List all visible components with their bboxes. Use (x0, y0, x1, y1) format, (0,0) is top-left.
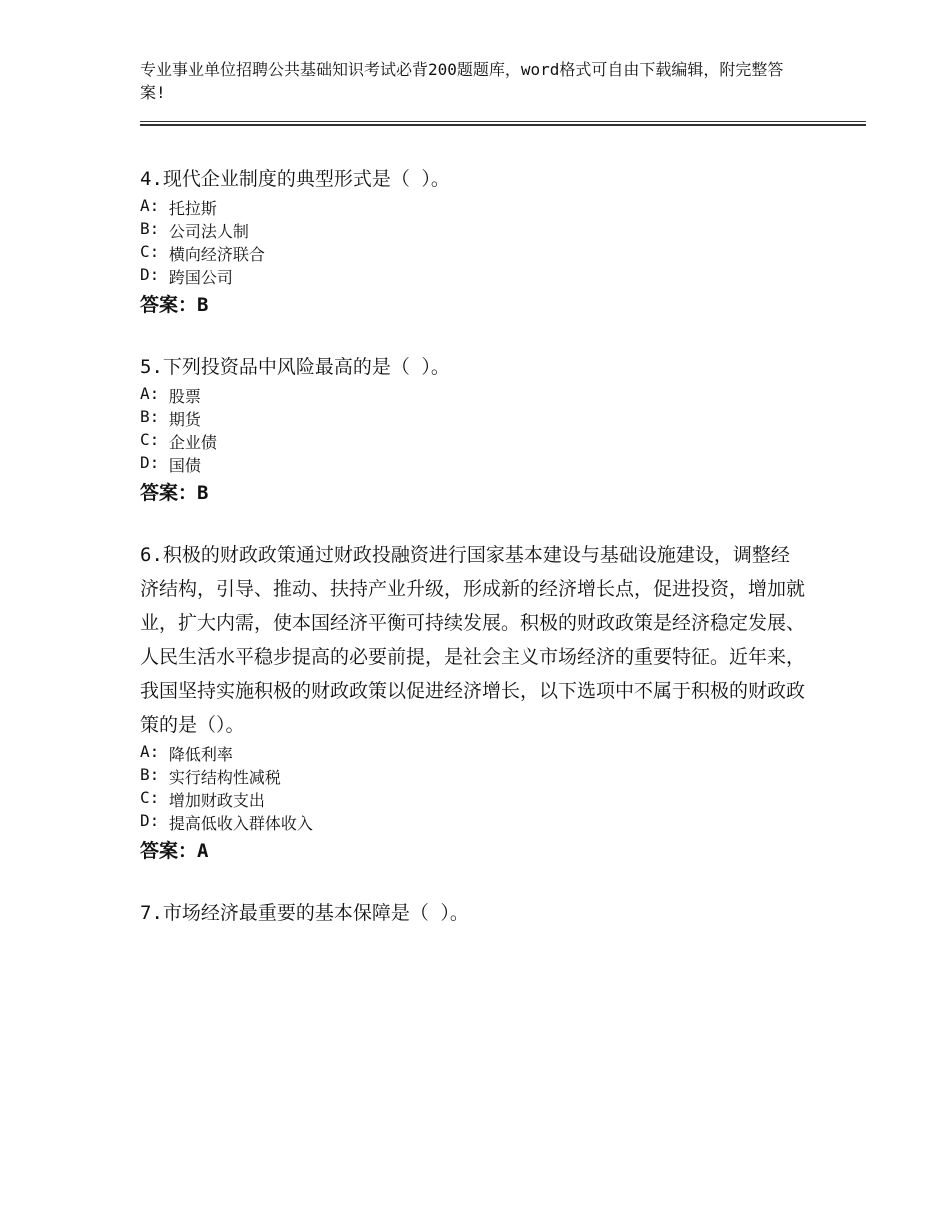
option-label: C: (140, 788, 160, 807)
option-text: 实行结构性减税 (168, 768, 281, 787)
option-text: 跨国公司 (168, 268, 233, 287)
option-label: D: (140, 265, 160, 284)
option-b (140, 219, 805, 242)
answer-line (140, 834, 805, 868)
answer-value: A (197, 840, 209, 862)
option-c (140, 242, 805, 265)
option-d (140, 453, 805, 476)
option-b (140, 407, 805, 430)
answer-value: B (197, 482, 209, 504)
document-header: 专业事业单位招聘公共基础知识考试必背200题题库，word格式可自由下载编辑，附完整答案! (140, 60, 784, 102)
option-label: B: (140, 219, 160, 238)
answer-line (140, 288, 805, 322)
option-label: C: (140, 242, 160, 261)
option-text: 企业债 (168, 433, 217, 452)
header-divider (140, 121, 866, 126)
question-item (140, 350, 805, 510)
answer-label: 答案： (140, 840, 198, 862)
option-c (140, 788, 805, 811)
option-label: D: (140, 453, 160, 472)
option-text: 公司法人制 (168, 222, 249, 241)
option-label: A: (140, 742, 160, 761)
option-text: 提高低收入群体收入 (168, 814, 313, 833)
question-item (140, 896, 805, 930)
option-text: 国债 (168, 456, 201, 475)
option-a (140, 384, 805, 407)
question-stem: 5.下列投资品中风险最高的是（ ）。 (140, 356, 450, 378)
option-a (140, 196, 805, 219)
answer-label: 答案： (140, 482, 198, 504)
option-text: 横向经济联合 (168, 245, 265, 264)
option-label: C: (140, 430, 160, 449)
option-text: 托拉斯 (168, 199, 217, 218)
option-text: 增加财政支出 (168, 791, 265, 810)
option-d (140, 265, 805, 288)
question-list (140, 162, 805, 958)
question-stem: 4.现代企业制度的典型形式是（ ）。 (140, 168, 450, 190)
option-label: A: (140, 196, 160, 215)
option-label: D: (140, 811, 160, 830)
option-d (140, 811, 805, 834)
option-text: 降低利率 (168, 745, 233, 764)
question-item (140, 538, 805, 868)
answer-label: 答案： (140, 294, 198, 316)
question-item (140, 162, 805, 322)
question-stem: 6.积极的财政政策通过财政投融资进行国家基本建设与基础设施建设，调整经济结构，引导、推动、扶持产业升级，形成新的经济增长点，促进投资，增加就业，扩大内需，使本国经济平衡可持续发展。积极的财政政策是经济稳定发展、人民生活水平稳步提高的必要前提，是社会主义市场经济的重要特征。近年来，我国坚持实施积极的财政政策以促进经济增长，以下选项中不属于积极的财政政策的是（）。 (140, 544, 806, 736)
question-stem: 7.市场经济最重要的基本保障是（ ）。 (140, 902, 469, 924)
option-label: B: (140, 765, 160, 784)
option-label: A: (140, 384, 160, 403)
option-text: 期货 (168, 410, 201, 429)
answer-value: B (197, 294, 209, 316)
option-c (140, 430, 805, 453)
answer-line (140, 476, 805, 510)
option-label: B: (140, 407, 160, 426)
option-text: 股票 (168, 387, 201, 406)
option-b (140, 765, 805, 788)
option-a (140, 742, 805, 765)
